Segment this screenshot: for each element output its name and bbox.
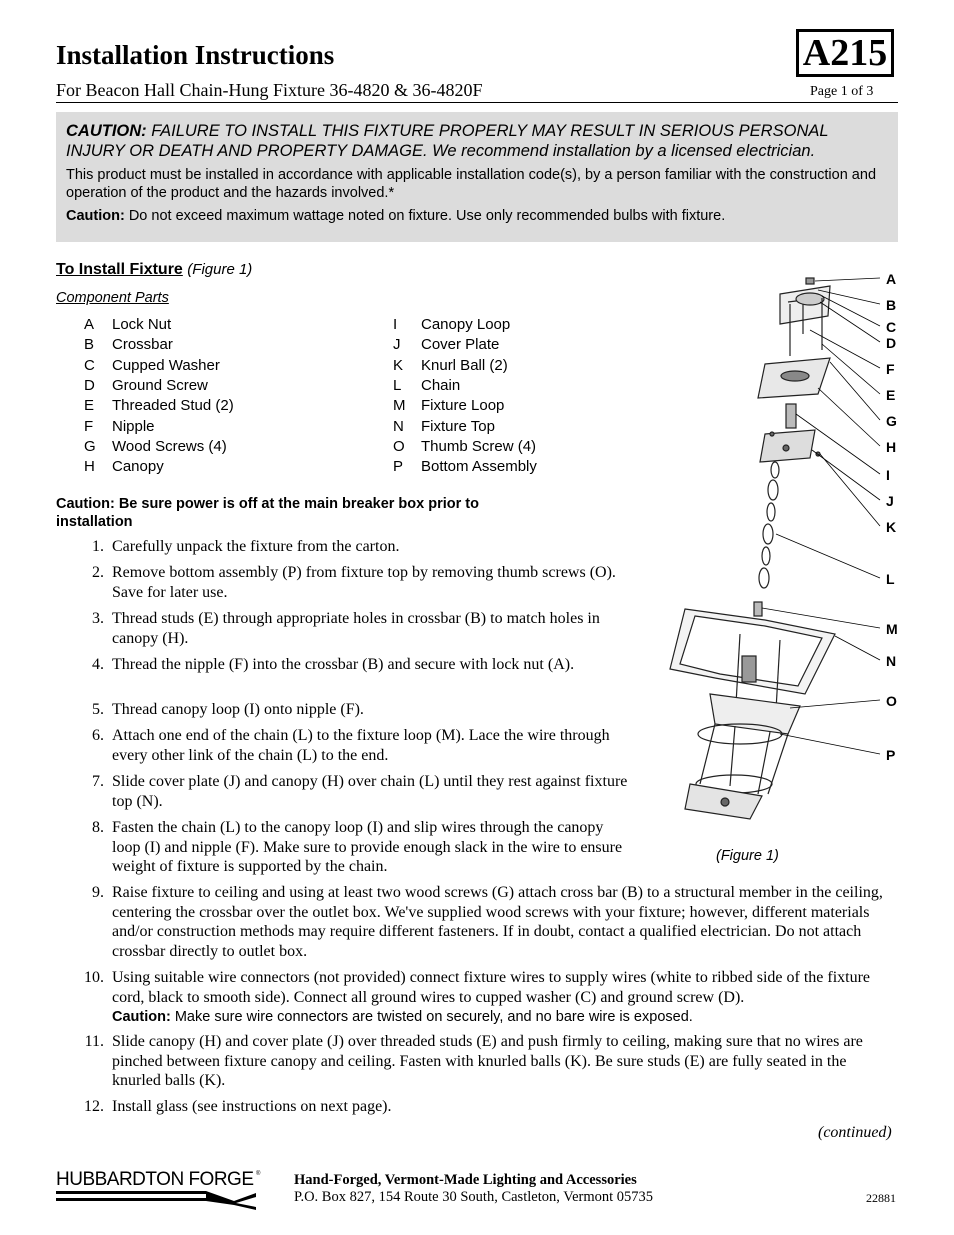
callout-label: D — [886, 335, 897, 351]
part-name: Bottom Assembly — [421, 458, 537, 476]
section-figure-ref: (Figure 1) — [187, 261, 253, 278]
step-number: 8. — [92, 819, 104, 836]
callout-label: B — [886, 297, 897, 313]
step-text: Install glass (see instructions on next page). — [112, 1098, 392, 1115]
part-letter: M — [393, 397, 406, 415]
step-text: Thread the nipple (F) into the crossbar (B) and secure with lock nut (A). — [112, 656, 575, 673]
part-letter: N — [393, 417, 404, 435]
step-text: Raise fixture to ceiling and using at least two wood screws (G) attach cross bar (B) to a structural member in the ceiling, centering the crossbar over the outlet box. We've supplied wood screws with your fixture; however, different materials and/or construction methods may require different fasteners. If in doubt, contact a qualified electrician. Do not attach crossbar directly to outlet box. — [112, 884, 883, 960]
part-letter: E — [84, 397, 95, 415]
document-number: A215 — [796, 29, 894, 77]
instruction-step — [92, 726, 632, 765]
callout-label: P — [886, 747, 896, 763]
instruction-step — [84, 1097, 898, 1117]
continued-note: (continued) — [818, 1124, 892, 1141]
part-letter: O — [393, 437, 405, 455]
part-name: Wood Screws (4) — [112, 437, 227, 455]
caution-wattage-label: Caution: — [66, 208, 125, 224]
callout-label: C — [886, 319, 897, 335]
part-letter: G — [84, 437, 96, 455]
caution-label: CAUTION: — [66, 122, 147, 140]
step-text: Using suitable wire connectors (not provided) connect fixture wires to supply wires (white to ribbed side of the fixture cord, black to smooth side). Connect all ground wires to cupped washer (C) and ground screw (D). — [112, 969, 871, 1006]
step-caution-label: Caution: — [112, 1009, 171, 1025]
step-number: 1. — [92, 538, 104, 555]
instruction-step — [92, 563, 632, 602]
instruction-step — [84, 968, 898, 1028]
instruction-step — [92, 772, 632, 811]
svg-text:HUBBARDTON FORGE: HUBBARDTON FORGE — [56, 1169, 254, 1190]
step-number: 10. — [84, 969, 104, 986]
callout-label: I — [886, 467, 890, 483]
caution-wattage-body: Do not exceed maximum wattage noted on fixture. Use only recommended bulbs with fixture. — [128, 208, 726, 224]
page-number: Page 1 of 3 — [810, 84, 874, 99]
step-caution-text: Make sure wire connectors are twisted on securely, and no bare wire is exposed. — [174, 1009, 693, 1025]
step-number: 5. — [92, 701, 104, 718]
header-rule — [56, 102, 898, 103]
callout-label: M — [886, 621, 898, 637]
step-text: Slide canopy (H) and cover plate (J) over threaded studs (E) and push firmly to ceiling, making sure that no wires are pinched between fixture canopy and ceiling. Fasten with knurled balls (K). Be sure studs (E) are fully seated in the knurled balls (K). — [112, 1033, 863, 1089]
part-letter: P — [393, 458, 404, 476]
step-number: 7. — [92, 773, 104, 790]
step-number: 11. — [84, 1033, 104, 1050]
part-name: Cupped Washer — [112, 356, 220, 374]
caution-main-body: FAILURE TO INSTALL THIS FIXTURE PROPERLY MAY RESULT IN SERIOUS PERSONAL INJURY OR DEATH AND PROPERTY DAMAGE. We recommend installation by a licensed electrician. — [66, 122, 829, 160]
hubbardton-forge-logo — [56, 1167, 266, 1211]
svg-text:®: ® — [256, 1171, 261, 1177]
step-number: 3. — [92, 610, 104, 627]
part-name: Fixture Loop — [421, 397, 505, 415]
callout-label: F — [886, 361, 895, 377]
page-title: Installation Instructions — [56, 40, 335, 70]
instruction-step — [92, 655, 632, 675]
callout-label: E — [886, 387, 896, 403]
caution-code-text: This product must be installed in accordance with applicable installation code(s), by a person familiar with the construction and operation of the product and the hazards involved.* — [66, 167, 877, 201]
caution-main-text — [66, 121, 886, 161]
caution-wattage-text — [66, 207, 886, 225]
component-parts-heading: Component Parts — [56, 290, 169, 306]
instruction-step — [92, 700, 632, 720]
step-text: Remove bottom assembly (P) from fixture top by removing thumb screws (O). Save for later use. — [112, 564, 616, 601]
part-name: Nipple — [112, 417, 155, 435]
part-letter: I — [393, 316, 398, 333]
part-name: Lock Nut — [112, 316, 172, 333]
callout-label: G — [886, 413, 897, 429]
part-name: Ground Screw — [112, 376, 208, 394]
instruction-step — [84, 1032, 898, 1091]
callout-label: H — [886, 439, 897, 455]
step-text: Thread canopy loop (I) onto nipple (F). — [112, 701, 364, 718]
part-name: Chain — [421, 376, 461, 394]
section-heading-text: To Install Fixture — [56, 261, 183, 278]
callout-label: L — [886, 571, 895, 587]
step-number: 12. — [84, 1098, 104, 1115]
part-letter: B — [84, 336, 95, 354]
step-text: Carefully unpack the fixture from the carton. — [112, 538, 400, 555]
section-heading — [56, 261, 252, 279]
step-caution-note — [112, 1009, 693, 1025]
part-letter: D — [84, 376, 95, 394]
part-name: Canopy — [112, 458, 164, 476]
part-name: Fixture Top — [421, 417, 495, 435]
instruction-step — [92, 818, 632, 877]
part-letter: K — [393, 356, 404, 374]
part-name: Knurl Ball (2) — [421, 356, 508, 374]
part-name: Threaded Stud (2) — [112, 397, 234, 415]
instruction-step — [92, 609, 632, 648]
fixture-diagram — [640, 264, 910, 824]
part-letter: J — [393, 336, 401, 354]
instruction-step — [92, 537, 632, 557]
callout-label: A — [886, 271, 897, 287]
part-name: Crossbar — [112, 336, 173, 354]
part-name: Canopy Loop — [421, 316, 511, 333]
power-caution: Caution: Be sure power is off at the main breaker box prior to installation — [56, 496, 479, 530]
part-letter: H — [84, 458, 95, 476]
step-text: Fasten the chain (L) to the canopy loop (I) and slip wires through the canopy loop (I) and nipple (F). Make sure to provide enough slack in the wire to ensure weight of fixture is supported by the chain. — [112, 819, 623, 875]
step-text: Slide cover plate (J) and canopy (H) over chain (L) until they rest against fixture top (N). — [112, 773, 628, 810]
part-name: Thumb Screw (4) — [421, 437, 537, 455]
part-letter: A — [84, 316, 95, 333]
step-number: 2. — [92, 564, 104, 581]
step-text: Attach one end of the chain (L) to the fixture loop (M). Lace the wire through every other link of the chain (L) to the end. — [112, 727, 610, 764]
step-number: 6. — [92, 727, 104, 744]
instruction-step — [92, 883, 898, 961]
footer-tagline: Hand-Forged, Vermont-Made Lighting and Accessories — [294, 1172, 637, 1188]
part-letter: C — [84, 356, 95, 374]
step-number: 9. — [92, 884, 104, 901]
page-subtitle: For Beacon Hall Chain-Hung Fixture 36-4820 & 36-4820F — [56, 80, 483, 100]
callout-label: O — [886, 693, 897, 709]
callout-label: N — [886, 653, 897, 669]
footer-code: 22881 — [866, 1191, 896, 1205]
part-letter: F — [84, 417, 94, 435]
figure-caption: (Figure 1) — [716, 848, 779, 864]
step-number: 4. — [92, 656, 104, 673]
part-letter: L — [393, 376, 402, 394]
footer-address: P.O. Box 827, 154 Route 30 South, Castleton, Vermont 05735 — [294, 1189, 654, 1205]
part-name: Cover Plate — [421, 336, 500, 354]
callout-label: K — [886, 519, 897, 535]
callout-label: J — [886, 493, 894, 509]
step-text: Thread studs (E) through appropriate holes in crossbar (B) to match holes in canopy (H). — [112, 610, 600, 647]
